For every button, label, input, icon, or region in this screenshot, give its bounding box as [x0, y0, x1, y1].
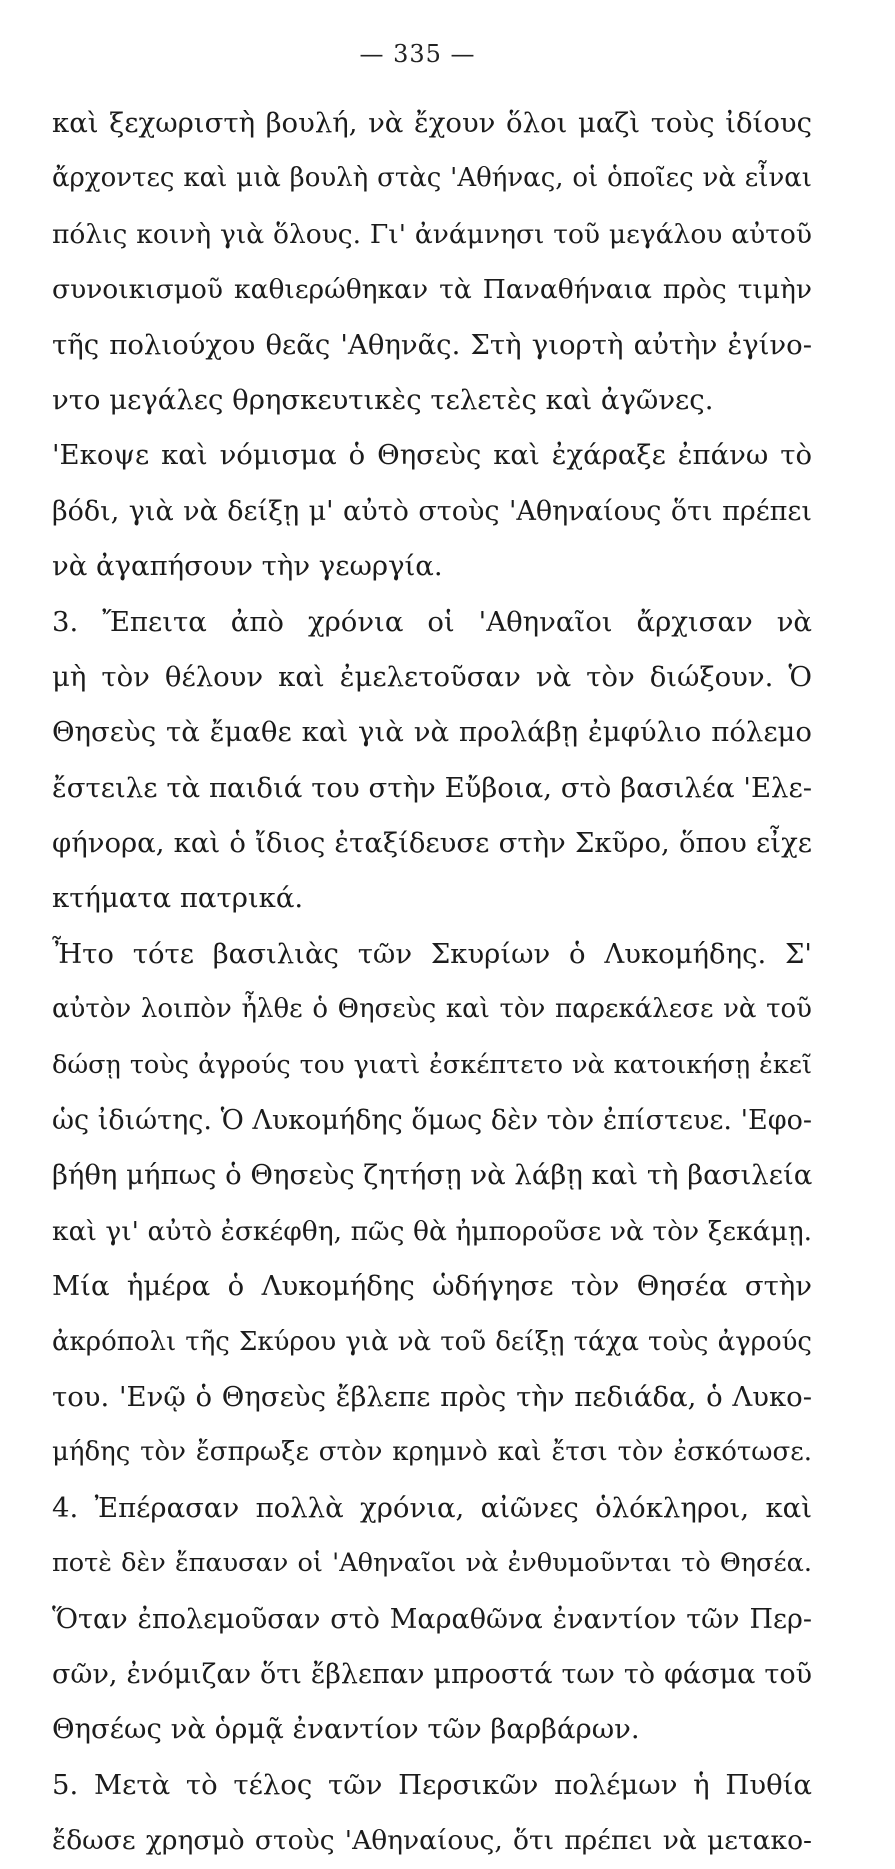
text-line: ντο μεγάλες θρησκευτικὲς τελετὲς καὶ ἀγῶνες. [52, 383, 714, 416]
text-line: ποτὲ δὲν ἔπαυσαν οἱ 'Αθηναῖοι νὰ ἐνθυμοῦνται τὸ Θησέα. [52, 1548, 812, 1579]
text-line: σῶν, ἐνόμιζαν ὅτι ἔβλεπαν μπροστά των τὸ φάσμα τοῦ [52, 1658, 812, 1690]
text-line: πόλις κοινὴ γιὰ ὅλους. Γι' ἀνάμνησι τοῦ μεγάλου αὐτοῦ [52, 218, 812, 250]
text-line: βήθη μήπως ὁ Θησεὺς ζητήσῃ νὰ λάβῃ καὶ τὴ βασιλεία [52, 1159, 812, 1192]
text-line: ὡς ἰδιώτης. Ὁ Λυκομήδης ὅμως δὲν τὸν ἐπίστευε. 'Εφο- [52, 1105, 812, 1137]
text-line: 'Εκοψε καὶ νόμισμα ὁ Θησεὺς καὶ ἐχάραξε ἐπάνω τὸ [52, 439, 812, 472]
text-line: ἀκρόπολι τῆς Σκύρου γιὰ νὰ τοῦ δείξῃ τάχα τοὺς ἀγρούς [52, 1326, 812, 1357]
text-line: 4. Ἐπέρασαν πολλὰ χρόνια, αἰῶνες ὁλόκληροι, καὶ [52, 1491, 812, 1524]
text-line: συνοικισμοῦ καθιερώθηκαν τὰ Παναθήναια πρὸς τιμὴν [52, 274, 812, 306]
text-line: αὐτὸν λοιπὸν ἦλθε ὁ Θησεὺς καὶ τὸν παρεκάλεσε νὰ τοῦ [52, 994, 812, 1025]
text-line: κτήματα πατρικά. [52, 882, 304, 915]
text-line: φήνορα, καὶ ὁ ἴδιος ἐταξίδευσε στὴν Σκῦρο, ὅπου εἶχε [52, 827, 812, 860]
body-text [52, 96, 812, 1869]
text-line: 5. Μετὰ τὸ τέλος τῶν Περσικῶν πολέμων ἡ Πυθία [52, 1768, 812, 1801]
text-line: Ὅταν ἐπολεμοῦσαν στὸ Μαραθῶνα ἐναντίον τῶν Περ- [52, 1603, 812, 1635]
text-line: νὰ ἀγαπήσουν τὴν γεωργία. [52, 550, 443, 583]
text-line: μήδης τὸν ἔσπρωξε στὸν κρημνὸ καὶ ἔτσι τὸν ἐσκότωσε. [52, 1437, 812, 1468]
text-line: Θησεὺς τὰ ἔμαθε καὶ γιὰ νὰ προλάβῃ ἐμφύλιο πόλεμο [52, 716, 812, 749]
text-line: καὶ γι' αὐτὸ ἐσκέφθη, πῶς θὰ ἠμποροῦσε νὰ τὸν ξεκάμῃ. [52, 1215, 812, 1247]
text-line: του. 'Ενῷ ὁ Θησεὺς ἔβλεπε πρὸς τὴν πεδιάδα, ὁ Λυκο- [52, 1380, 812, 1413]
text-line: ἔδωσε χρησμὸ στοὺς 'Αθηναίους, ὅτι πρέπει νὰ μετακο- [52, 1825, 812, 1857]
text-line: Ἦτο τότε βασιλιὰς τῶν Σκυρίων ὁ Λυκομήδης. Σ' [52, 937, 812, 970]
text-line: ἔστειλε τὰ παιδιά του στὴν Εὔβοια, στὸ βασιλέα 'Ελε- [52, 771, 812, 804]
text-line: Θησέως νὰ ὁρμᾷ ἐναντίον τῶν βαρβάρων. [52, 1713, 640, 1746]
page-number: — 335 — [359, 40, 476, 68]
text-line: ἄρχοντες καὶ μιὰ βουλὴ στὰς 'Αθήνας, οἱ ὁποῖες νὰ εἶναι [52, 163, 812, 194]
text-line: Μία ἡμέρα ὁ Λυκομήδης ὡδήγησε τὸν Θησέα στὴν [52, 1270, 812, 1303]
text-line: δώσῃ τοὺς ἀγρούς του γιατὶ ἐσκέπτετο νὰ κατοικήσῃ ἐκεῖ [52, 1049, 812, 1080]
text-line: τῆς πολιούχου θεᾶς 'Αθηνᾶς. Στὴ γιορτὴ αὐτὴν ἐγίνο- [52, 328, 812, 361]
text-line: βόδι, γιὰ νὰ δείξῃ μ' αὐτὸ στοὺς 'Αθηναίους ὅτι πρέπει [52, 495, 812, 527]
text-line: μὴ τὸν θέλουν καὶ ἐμελετοῦσαν νὰ τὸν διώξουν. Ὁ [52, 660, 812, 693]
text-line: καὶ ξεχωριστὴ βουλή, νὰ ἔχουν ὅλοι μαζὶ τοὺς ἰδίους [52, 107, 812, 139]
text-line: 3. Ἔπειτα ἀπὸ χρόνια οἱ 'Αθηναῖοι ἄρχισαν νὰ [52, 605, 812, 638]
